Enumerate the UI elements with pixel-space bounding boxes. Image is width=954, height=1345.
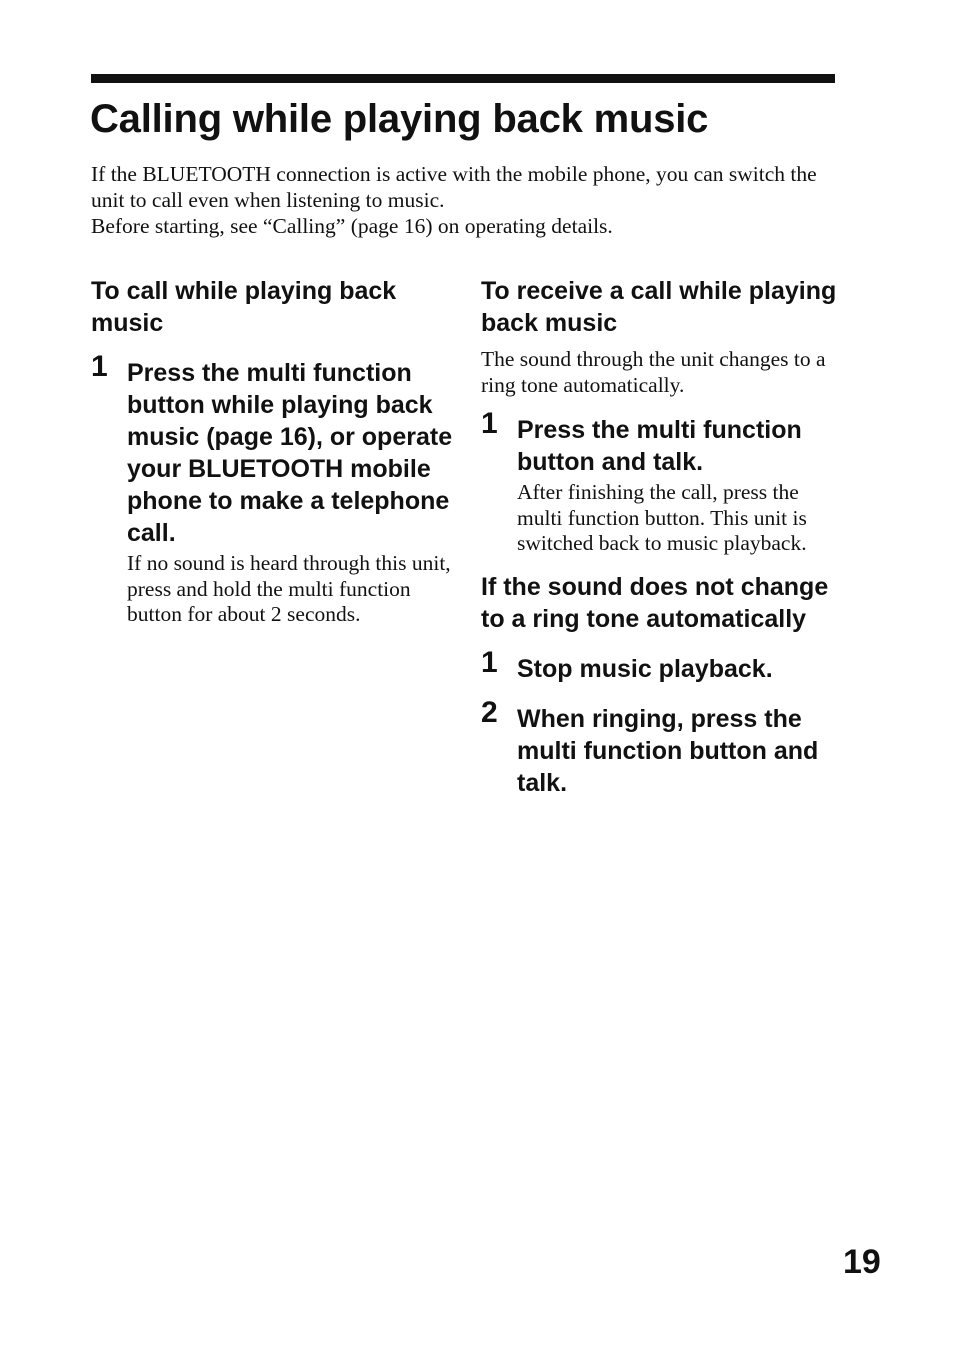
step-note: After finishing the call, press the multi function button. This unit is switched back to music playback. bbox=[517, 480, 807, 556]
step-title: When ringing, press the multi function button and talk. bbox=[517, 704, 819, 797]
step-item bbox=[481, 695, 841, 799]
step-body bbox=[517, 653, 841, 685]
step-title: Stop music playback. bbox=[517, 654, 773, 683]
intro-paragraph: If the BLUETOOTH connection is active with the mobile phone, you can switch the unit to call even when listening to music. bbox=[91, 162, 817, 212]
right-column bbox=[481, 275, 841, 799]
step-body bbox=[127, 357, 461, 628]
step-number: 1 bbox=[481, 407, 498, 441]
step-item bbox=[481, 407, 841, 557]
step-number: 1 bbox=[481, 645, 498, 679]
section-description: The sound through the unit changes to a ring tone automatically. bbox=[481, 347, 826, 397]
step-title: Press the multi function button and talk. bbox=[517, 416, 802, 477]
step-body bbox=[517, 414, 841, 557]
step-number: 2 bbox=[481, 695, 498, 729]
step-item bbox=[481, 645, 841, 685]
page-number: 19 bbox=[843, 1243, 881, 1281]
step-body bbox=[517, 703, 841, 799]
title-rule bbox=[91, 74, 835, 83]
section-heading-receive: To receive a call while playing back music bbox=[481, 277, 837, 337]
step-title: Press the multi function button while playing back music (page 16), or operate your BLUETOOTH mobile phone to make a telephone call. bbox=[127, 359, 453, 547]
step-item bbox=[91, 350, 461, 628]
section-heading-call: To call while playing back music bbox=[91, 277, 397, 337]
section-heading-troubleshoot: If the sound does not change to a ring tone automatically bbox=[481, 572, 829, 633]
intro-paragraph: Before starting, see “Calling” (page 16) on operating details. bbox=[91, 214, 613, 238]
left-column bbox=[91, 275, 461, 628]
intro-text bbox=[91, 161, 851, 239]
step-note: If no sound is heard through this unit, press and hold the multi function button for about 2 seconds. bbox=[127, 551, 451, 627]
step-number: 1 bbox=[91, 350, 108, 383]
page-title: Calling while playing back music bbox=[90, 97, 709, 141]
